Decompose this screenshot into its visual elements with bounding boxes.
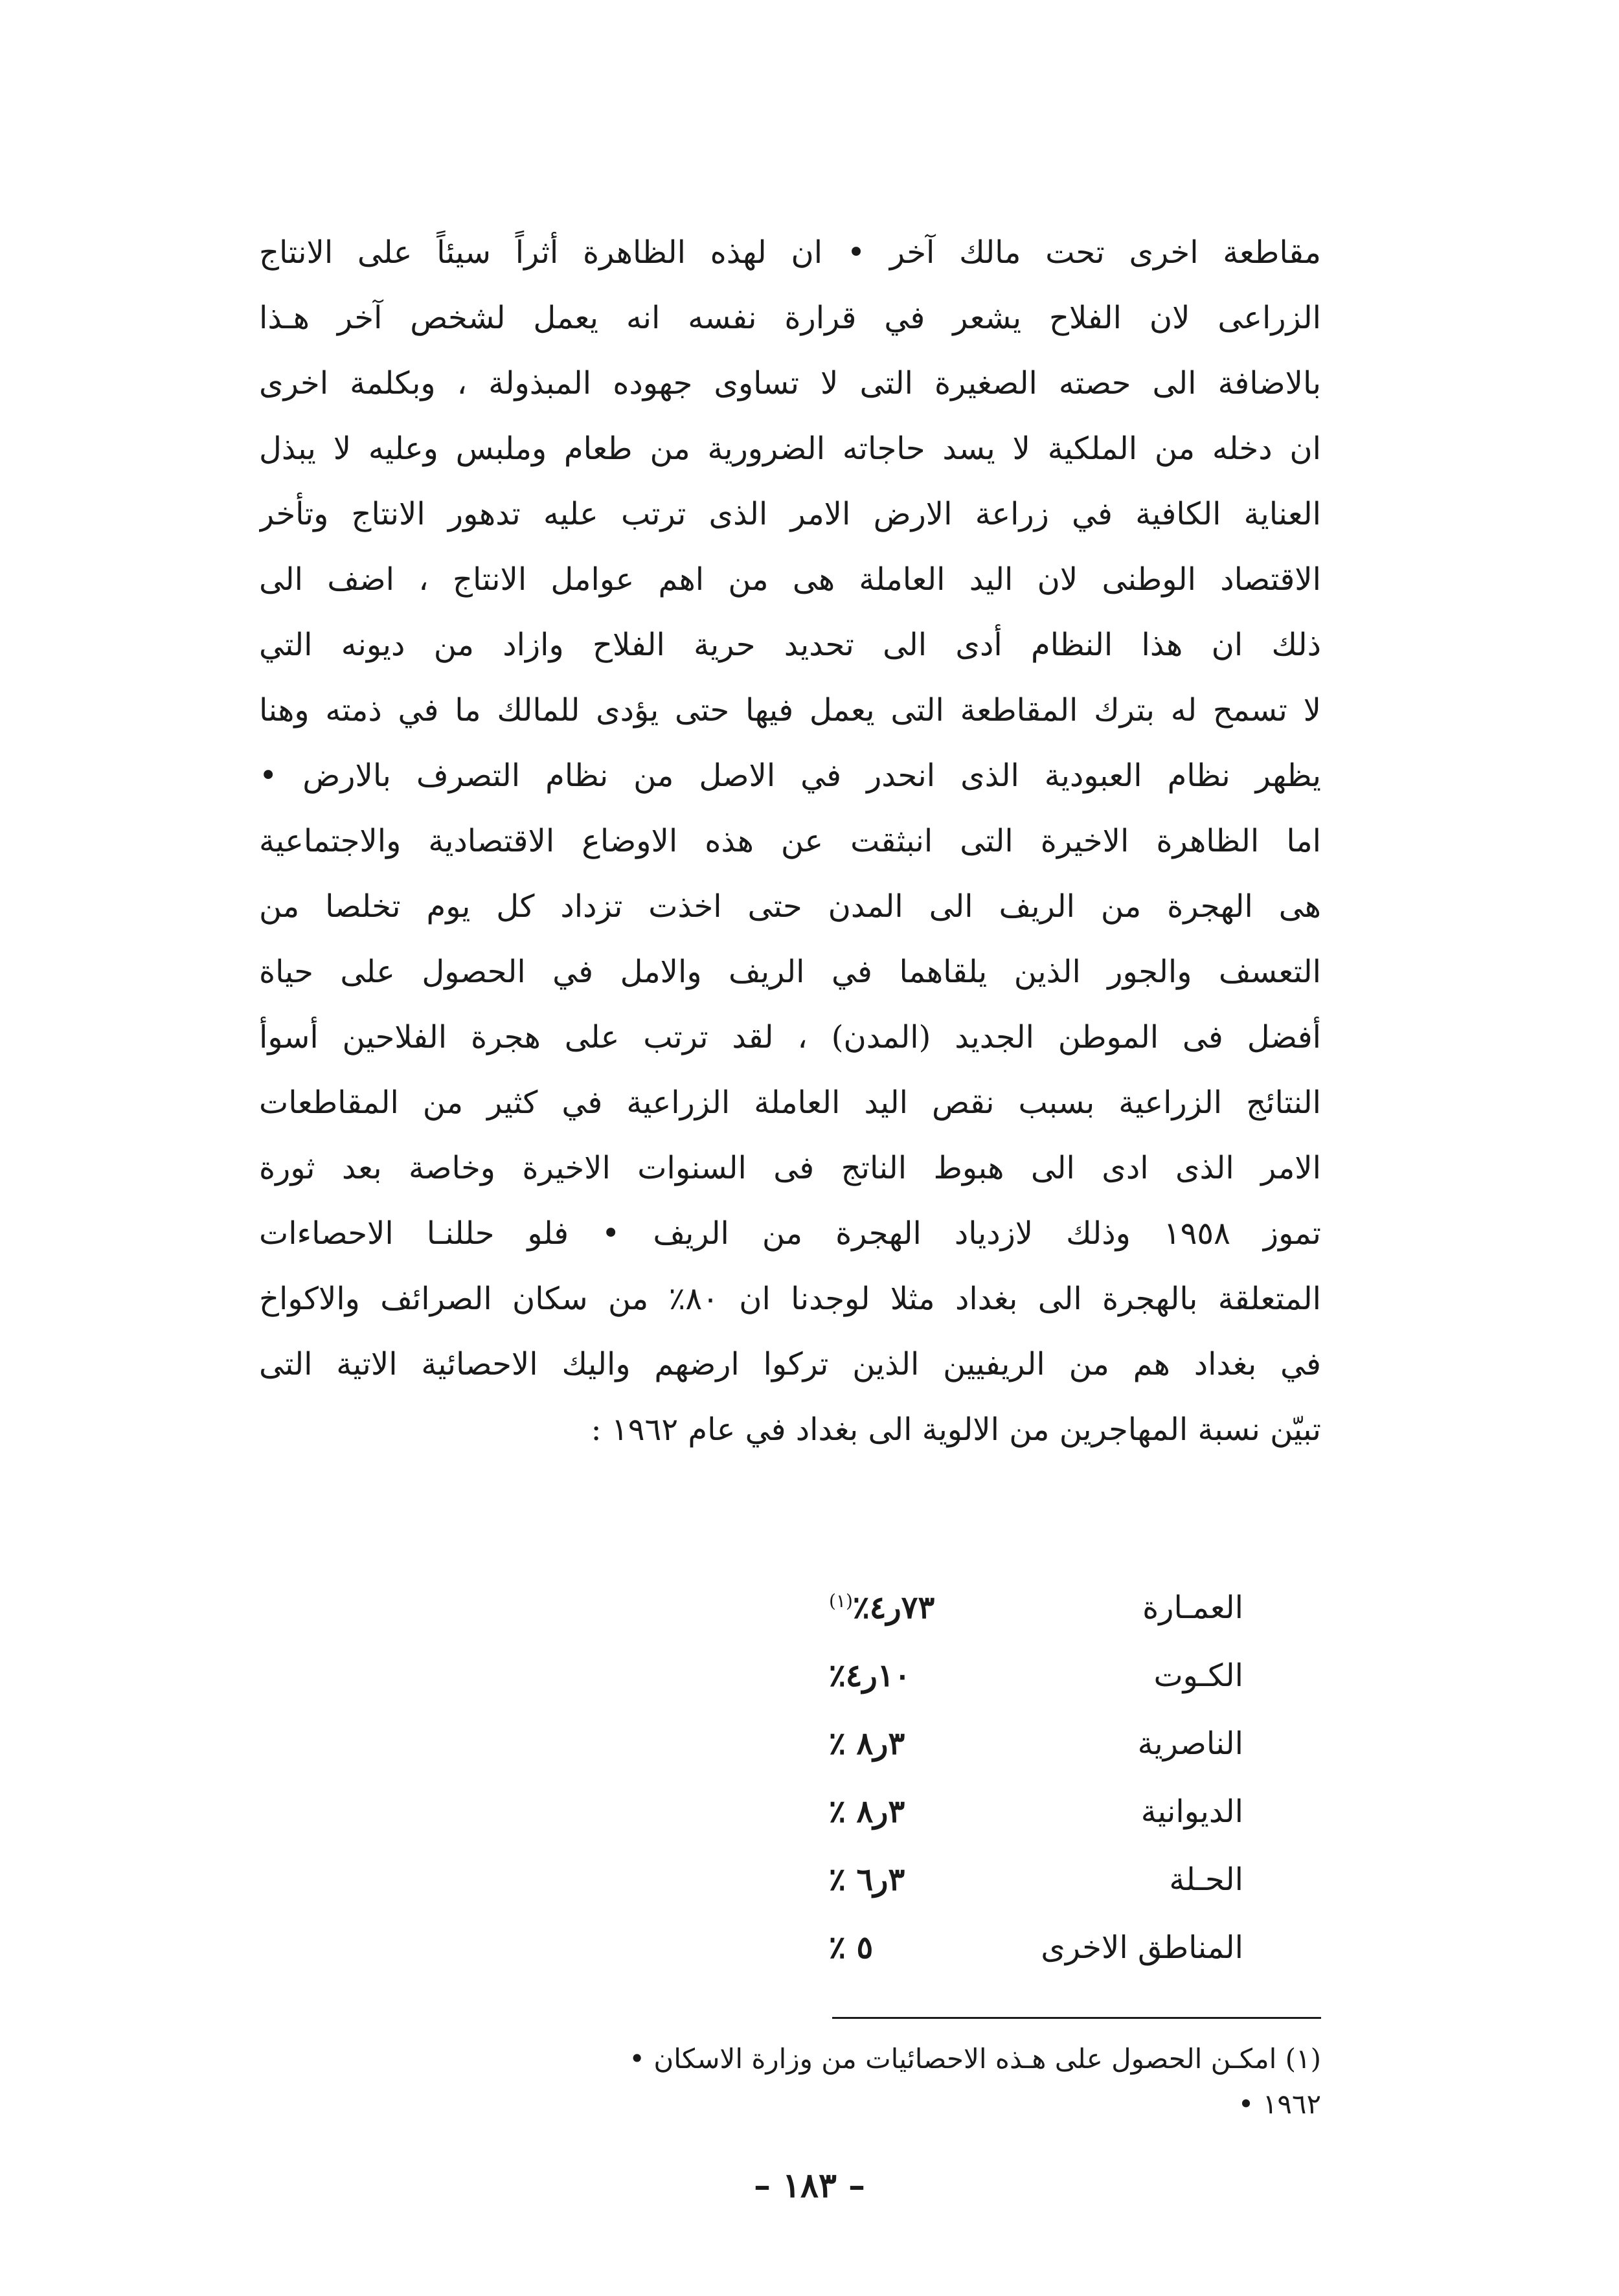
stat-row [790,1641,1243,1709]
body-line: الزراعى لان الفلاح يشعر في قرارة نفسه انه يعمل لشخص آخر هـذا [259,300,1321,336]
stat-region: الناصرية [1137,1725,1243,1762]
body-line: اما الظاهرة الاخيرة التى انبثقت عن هذه الاوضاع الاقتصادية والاجتماعية [259,823,1321,859]
body-line: تبيّن نسبة المهاجرين من الالوية الى بغداد في عام ١٩٦٢ : [591,1412,1321,1448]
body-line: يظهر نظام العبودية الذى انحدر في الاصل من نظام التصرف بالارض • [259,758,1321,794]
body-line: بالاضافة الى حصته الصغيرة التى لا تساوى جهوده المبذولة ، وبكلمة اخرى [259,365,1321,401]
stat-region: الحـلة [1169,1861,1243,1898]
body-line: ان دخله من الملكية لا يسد حاجاته الضرورية من طعام وملبس وعليه لا يبذل [259,431,1321,467]
stat-value-number: ٧٣ر٤٪ [852,1589,935,1626]
stat-row [790,1777,1243,1845]
page-number: – ١٨٣ – [753,2166,865,2205]
body-line: لا تسمح له بترك المقاطعة التى يعمل فيها حتى يؤدى للمالك ما في ذمته وهنا [259,692,1321,728]
body-line: في بغداد هم من الريفيين الذين تركوا ارضهم واليك الاحصائية الاتية التى [259,1346,1321,1382]
stat-value [829,1590,1036,1626]
stat-value: ٣ر٨ ٪ [829,1793,905,1830]
body-line: النتائج الزراعية بسبب نقص اليد العاملة الزراعية في كثير من المقاطعات [259,1085,1321,1121]
body-line: هى الهجرة من الريف الى المدن حتى اخذت تزداد كل يوم تخلصا من [259,888,1321,925]
body-line: الامر الذى ادى الى هبوط الناتج فى السنوات الاخيرة وخاصة بعد ثورة [259,1150,1321,1186]
footnote-line: ١٩٦٢ • [1238,2088,1321,2120]
stat-row [790,1913,1243,1981]
stat-row [790,1845,1243,1913]
body-line: مقاطعة اخرى تحت مالك آخر • ان لهذه الظاهرة أثراً سيئاً على الانتاج [259,234,1321,271]
footnote-marker: (١) [829,1590,853,1612]
stat-row [790,1709,1243,1777]
stat-value: ١٠ر٤٪ [829,1657,911,1694]
stat-row [790,1573,1243,1641]
body-line: العناية الكافية في زراعة الارض الامر الذى ترتب عليه تدهور الانتاج وتأخر [259,496,1321,532]
stat-region: العمـارة [1142,1589,1243,1626]
footnote-divider [832,2017,1321,2019]
stat-value: ٥ ٪ [829,1929,874,1966]
body-line: ذلك ان هذا النظام أدى الى تحديد حرية الفلاح وازاد من ديونه التي [259,627,1321,663]
footnote [285,2036,1321,2127]
body-paragraph [259,220,1321,1463]
stat-region: الديوانية [1140,1793,1243,1830]
stat-region: المناطق الاخرى [1041,1929,1243,1966]
body-line: الاقتصاد الوطنى لان اليد العاملة هى من اهم عوامل الانتاج ، اضف الى [259,561,1321,598]
body-line: التعسف والجور الذين يلقاهما في الريف والامل في الحصول على حياة [259,954,1321,990]
body-line: المتعلقة بالهجرة الى بغداد مثلا لوجدنا ان ٨٠٪ من سكان الصرائف والاكواخ [259,1281,1321,1317]
body-line: أفضل فى الموطن الجديد (المدن) ، لقد ترتب على هجرة الفلاحين أسوأ [259,1019,1321,1055]
migration-statistics-list [790,1573,1243,1981]
stat-value: ٣ر٨ ٪ [829,1725,905,1762]
body-line: تموز ١٩٥٨ وذلك لازدياد الهجرة من الريف • فلو حللنـا الاحصاءات [259,1215,1321,1252]
stat-value: ٣ر٦ ٪ [829,1861,905,1898]
footnote-line: (١) امكـن الحصول على هـذه الاحصائيات من وزارة الاسكان • [629,2043,1321,2075]
stat-region: الكـوت [1153,1657,1243,1694]
